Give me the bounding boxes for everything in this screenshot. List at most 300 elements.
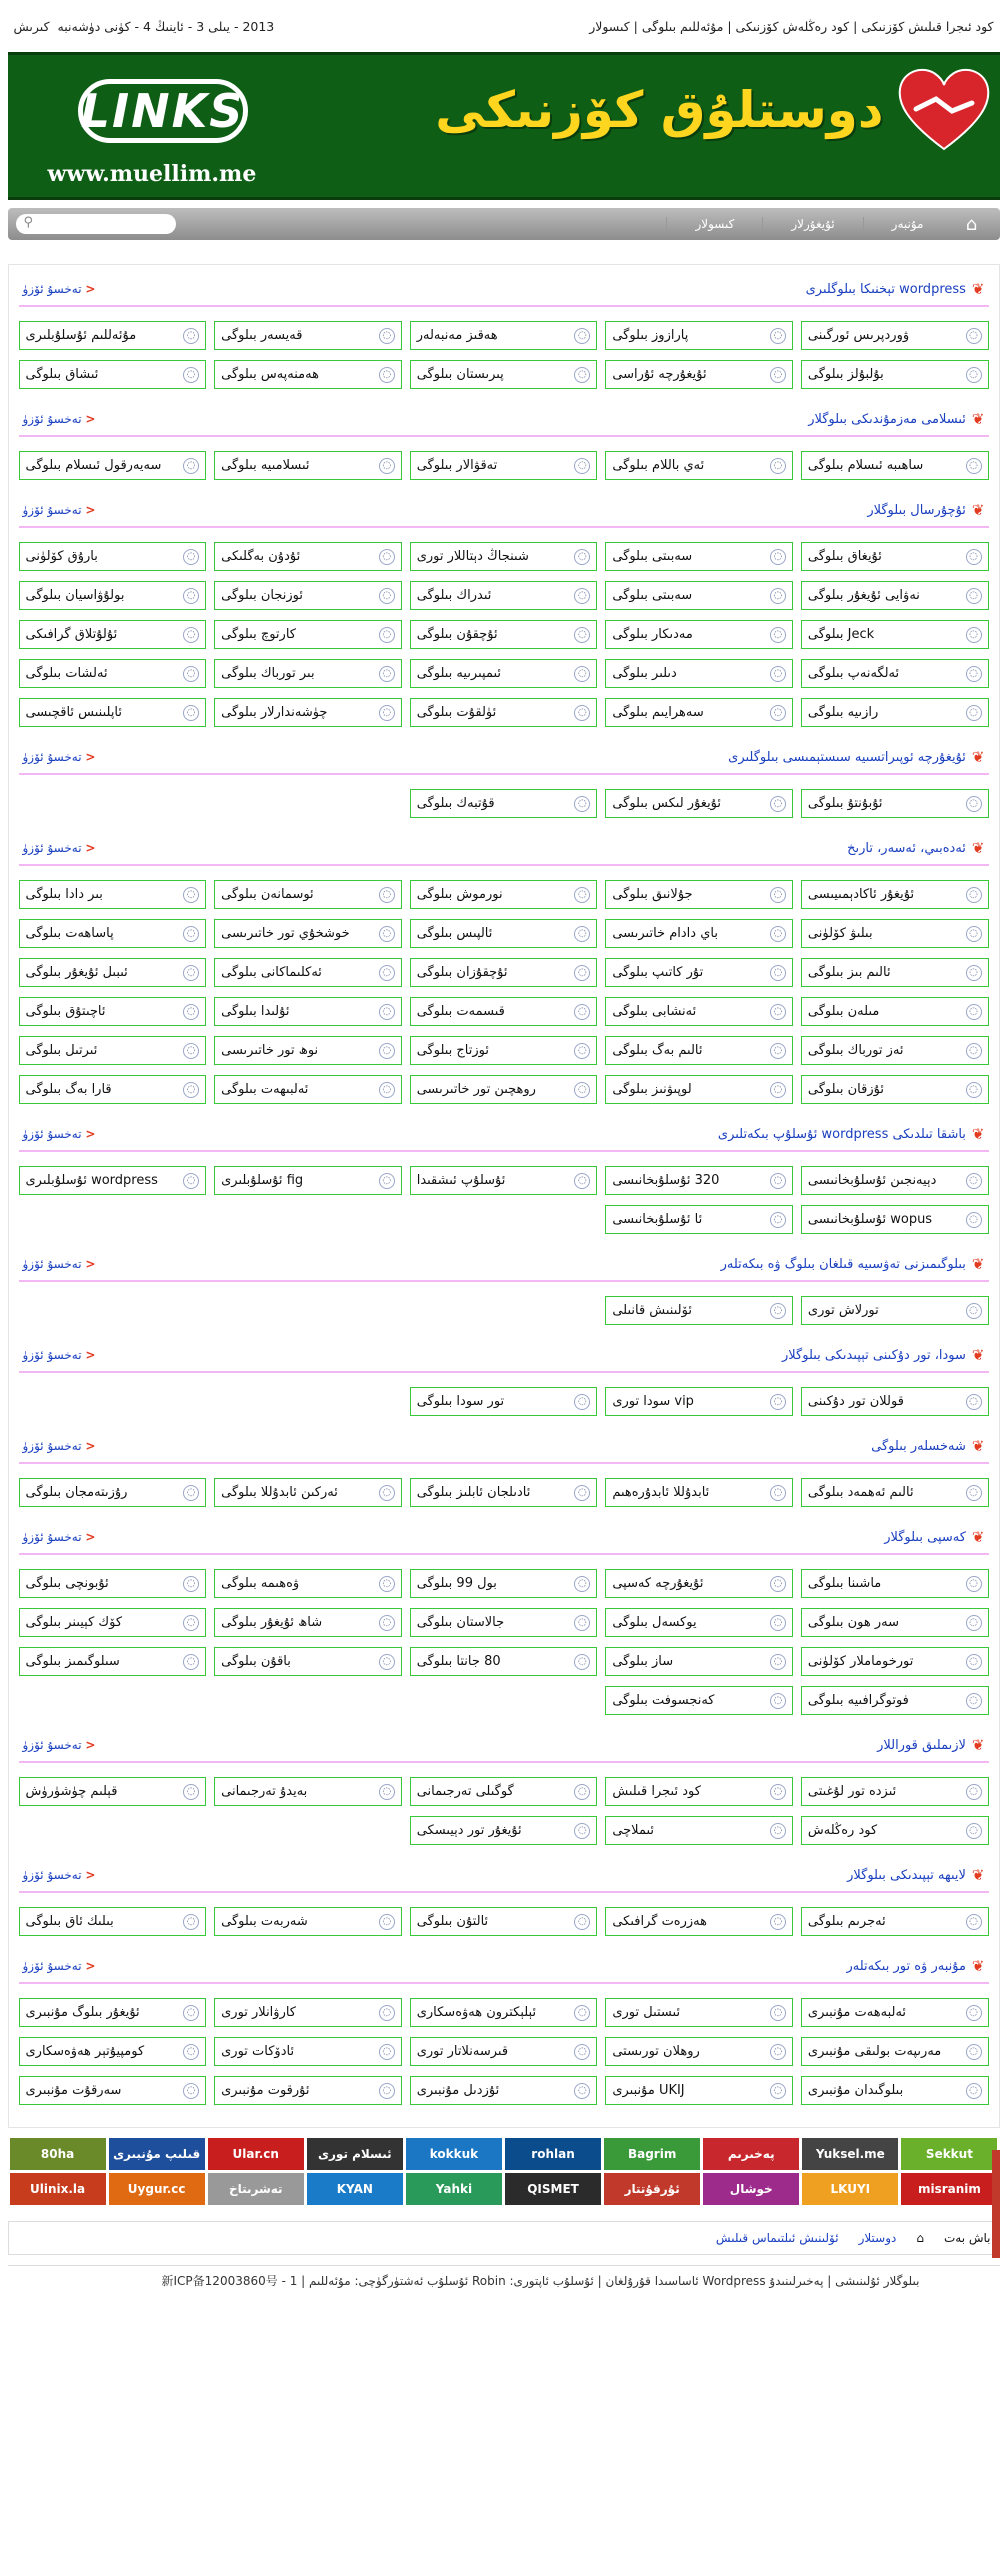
section-title-text: سودا، تور دۇكىنى تېپىدىكى بىلوگلار	[782, 1347, 966, 1363]
link-item[interactable]	[19, 2037, 207, 2066]
leaf-icon: ❦	[971, 839, 985, 857]
site-logo[interactable]	[435, 65, 991, 155]
link-item[interactable]	[801, 659, 989, 688]
partner-logo[interactable]: Bagrim	[604, 2138, 700, 2170]
link-item[interactable]	[605, 659, 793, 688]
link-item[interactable]	[214, 1777, 402, 1806]
link-item[interactable]	[801, 321, 989, 350]
partner-logo[interactable]: LKUYI	[802, 2173, 898, 2205]
link-item[interactable]	[801, 2037, 989, 2066]
link-item[interactable]	[801, 1075, 989, 1104]
link-label: ئۇيغۇر تور دېيىسكى	[416, 1823, 522, 1838]
more-link[interactable]: < تەخسۇ ئۆزۈ	[22, 841, 96, 855]
link-item[interactable]	[801, 1777, 989, 1806]
more-link[interactable]: < تەخسۇ ئۆزۈ	[22, 1127, 96, 1141]
link-item[interactable]	[605, 581, 793, 610]
partner-logo[interactable]: Uygur.cc	[109, 2173, 205, 2205]
link-label: يوكسەل بىلوگى	[612, 1615, 697, 1630]
link-item[interactable]	[214, 2037, 402, 2066]
link-item[interactable]	[801, 581, 989, 610]
link-label: قارا بەگ بىلوگى	[25, 1082, 112, 1097]
link-item[interactable]	[214, 880, 402, 909]
link-item[interactable]	[605, 919, 793, 948]
site-favicon-icon: ◌	[574, 1914, 590, 1930]
section-header	[19, 1339, 989, 1373]
link-item[interactable]	[410, 958, 598, 987]
link-item[interactable]	[605, 958, 793, 987]
link-label: ئالتۇن بىلوگى	[416, 1914, 489, 1929]
partner-logo[interactable]: تەشرىتاخ	[208, 2173, 304, 2205]
link-item[interactable]	[214, 1998, 402, 2027]
partner-logos	[8, 2138, 1000, 2205]
partner-logo[interactable]: rohlan	[505, 2138, 601, 2170]
site-favicon-icon: ◌	[770, 1303, 786, 1319]
login-link[interactable]: كىرىش	[13, 18, 50, 34]
link-item[interactable]	[605, 620, 793, 649]
link-label: لوپىۋنىز بىلوگى	[612, 1082, 692, 1097]
link-item[interactable]	[410, 1907, 598, 1936]
link-item[interactable]	[19, 542, 207, 571]
link-item[interactable]	[214, 1569, 402, 1598]
more-link[interactable]: < تەخسۇ ئۆزۈ	[22, 1348, 96, 1362]
partner-logo[interactable]: قىلىپ مۇنبىرى	[109, 2138, 205, 2170]
link-label: بەيدۇ تەرجىمانى	[221, 1784, 308, 1799]
link-item[interactable]	[19, 1647, 207, 1676]
link-section	[19, 832, 989, 1104]
partner-logo[interactable]: misranim	[901, 2173, 997, 2205]
more-link[interactable]: < تەخسۇ ئۆزۈ	[22, 282, 96, 296]
site-favicon-icon: ◌	[966, 1212, 982, 1228]
link-item[interactable]	[605, 1036, 793, 1065]
site-favicon-icon: ◌	[379, 666, 395, 682]
link-item[interactable]	[410, 581, 598, 610]
partner-logo[interactable]: QISMET	[505, 2173, 601, 2205]
link-item[interactable]	[214, 919, 402, 948]
site-favicon-icon: ◌	[574, 705, 590, 721]
partner-logo[interactable]: kokkuk	[406, 2138, 502, 2170]
link-item[interactable]	[801, 789, 989, 818]
link-item[interactable]	[801, 1387, 989, 1416]
site-header	[8, 52, 1000, 200]
link-section	[19, 403, 989, 480]
link-label: ماشىنا بىلوگى	[807, 1576, 882, 1591]
section-header	[19, 741, 989, 775]
link-item[interactable]	[410, 659, 598, 688]
link-item[interactable]	[410, 1166, 598, 1195]
link-item[interactable]	[19, 2076, 207, 2105]
site-favicon-icon: ◌	[574, 367, 590, 383]
link-item[interactable]	[410, 698, 598, 727]
breadcrumb-apply[interactable]: ئۆلىنىش ئىلتىماس قىلىش	[715, 2231, 839, 2245]
link-item[interactable]	[19, 451, 207, 480]
site-favicon-icon: ◌	[574, 627, 590, 643]
link-label: سەبىتى بىلوگى	[612, 549, 693, 564]
link-label: نورموش بىلوگى	[416, 887, 503, 902]
link-item[interactable]	[19, 659, 207, 688]
link-item[interactable]	[801, 1205, 989, 1234]
site-favicon-icon: ◌	[379, 1173, 395, 1189]
link-label: ئۇيغۇرچە كەسپى	[612, 1576, 704, 1591]
link-label: ئۇيغۇر ئاكادېمىيىسى	[807, 887, 915, 902]
link-item[interactable]	[214, 542, 402, 571]
share-side-tab[interactable]	[992, 2150, 1000, 2258]
more-link[interactable]: < تەخسۇ ئۆزۈ	[22, 1257, 96, 1271]
site-favicon-icon: ◌	[770, 328, 786, 344]
site-favicon-icon: ◌	[574, 1173, 590, 1189]
breadcrumb-home[interactable]: باش بەت	[943, 2231, 991, 2245]
site-favicon-icon: ◌	[574, 926, 590, 942]
link-item[interactable]	[605, 789, 793, 818]
link-item[interactable]	[214, 1166, 402, 1195]
link-label: مىلەن بىلوگى	[807, 1004, 880, 1019]
site-name: دوستلۇق كۆزنىكى	[435, 81, 884, 139]
link-item[interactable]	[19, 698, 207, 727]
link-item[interactable]	[214, 1478, 402, 1507]
link-label: ئەلبىھەت بىلوگى	[221, 1082, 309, 1097]
link-item[interactable]	[410, 1777, 598, 1806]
link-item[interactable]	[19, 360, 207, 389]
site-favicon-icon: ◌	[183, 549, 199, 565]
link-label: ئالىم ئەھمەد بىلوگى	[807, 1485, 914, 1500]
home-icon[interactable]: ⌂	[916, 2231, 924, 2245]
link-label: مەدىكار بىلوگى	[612, 627, 693, 642]
link-section	[19, 1950, 989, 2105]
link-item[interactable]	[801, 919, 989, 948]
nav-item-kisolar[interactable]: كىسولار	[666, 217, 762, 231]
site-favicon-icon: ◌	[379, 328, 395, 344]
section-title-text: ئۇچۇرسال بىلوگلار	[867, 502, 966, 518]
link-label: ئەز تورباك بىلوگى	[807, 1043, 904, 1058]
site-favicon-icon: ◌	[574, 1576, 590, 1592]
section-title-text: بىلوگىمىزنى تەۋسىيە قىلغان بىلوگ ۋە بىكەتلەر	[720, 1256, 966, 1272]
link-item[interactable]	[214, 620, 402, 649]
link-label: ئوزتاج بىلوگى	[416, 1043, 490, 1058]
site-favicon-icon: ◌	[770, 926, 786, 942]
link-label: ئىزدە تور لۇغىتى	[807, 1784, 897, 1799]
link-item[interactable]	[214, 698, 402, 727]
site-favicon-icon: ◌	[574, 2083, 590, 2099]
link-item[interactable]	[801, 1647, 989, 1676]
link-label: ئەي باللام بىلوگى	[612, 458, 705, 473]
link-label: ئەلشات بىلوگى	[25, 666, 108, 681]
partner-logo[interactable]: پەخىرىم	[703, 2138, 799, 2170]
link-item[interactable]	[605, 1647, 793, 1676]
site-favicon-icon: ◌	[574, 887, 590, 903]
section-header	[19, 273, 989, 307]
site-favicon-icon: ◌	[574, 1784, 590, 1800]
leaf-icon: ❦	[971, 280, 985, 298]
section-title-text: شەخسلەر بىلوگى	[871, 1438, 966, 1454]
link-label: ھەزرەت گرافىكى	[612, 1914, 708, 1929]
site-favicon-icon: ◌	[574, 1654, 590, 1670]
link-item[interactable]	[801, 1166, 989, 1195]
link-item[interactable]	[605, 1569, 793, 1598]
partner-logo[interactable]: ئۇرقۇتتار	[604, 2173, 700, 2205]
link-item[interactable]	[801, 1569, 989, 1598]
link-label: ئۇلۇتلاق گرافىكى	[25, 627, 118, 642]
link-item[interactable]	[801, 958, 989, 987]
link-item[interactable]	[605, 1816, 793, 1845]
link-label: ئەركىن ئابدۇللا بىلوگى	[221, 1485, 338, 1500]
link-item[interactable]	[410, 1075, 598, 1104]
nav-item-uyghurs[interactable]: ئۇيغۇرلار	[762, 217, 862, 231]
partner-logo[interactable]: ئىسلام تورى	[307, 2138, 403, 2170]
link-item[interactable]	[214, 1647, 402, 1676]
link-item[interactable]	[214, 1036, 402, 1065]
link-item[interactable]	[801, 2076, 989, 2105]
link-item[interactable]	[801, 1998, 989, 2027]
top-links[interactable]: كود ئىجرا قىلىش كۆزنىكى | كود رەڭلەش كۆزنىكى | مۇئەللىم بىلوگى | كىسولار	[589, 18, 994, 34]
link-item[interactable]	[605, 1777, 793, 1806]
link-item[interactable]	[214, 1608, 402, 1637]
link-item[interactable]	[605, 698, 793, 727]
site-favicon-icon: ◌	[770, 1914, 786, 1930]
link-item[interactable]	[19, 1907, 207, 1936]
link-item[interactable]	[19, 321, 207, 350]
link-item[interactable]	[410, 1647, 598, 1676]
link-label: قەيسەر بىلوگى	[221, 328, 303, 343]
link-item[interactable]	[605, 2037, 793, 2066]
link-item[interactable]	[410, 880, 598, 909]
more-link[interactable]: < تەخسۇ ئۆزۈ	[22, 503, 96, 517]
link-item[interactable]	[801, 1608, 989, 1637]
link-item[interactable]	[410, 1036, 598, 1065]
link-item[interactable]	[801, 1036, 989, 1065]
link-item[interactable]	[605, 542, 793, 571]
link-label: كود رەڭلەش	[807, 1823, 878, 1838]
site-favicon-icon: ◌	[379, 1485, 395, 1501]
link-item[interactable]	[605, 880, 793, 909]
site-favicon-icon: ◌	[966, 1173, 982, 1189]
site-favicon-icon: ◌	[574, 1394, 590, 1410]
link-item[interactable]	[801, 360, 989, 389]
link-item[interactable]	[19, 1998, 207, 2027]
leaf-icon: ❦	[971, 1255, 985, 1273]
link-item[interactable]	[410, 2076, 598, 2105]
site-favicon-icon: ◌	[966, 796, 982, 812]
partner-logo[interactable]: KYAN	[307, 2173, 403, 2205]
link-item[interactable]	[801, 542, 989, 571]
link-item[interactable]	[19, 581, 207, 610]
link-item[interactable]	[801, 1686, 989, 1715]
link-item[interactable]	[19, 958, 207, 987]
link-item[interactable]	[214, 581, 402, 610]
link-item[interactable]	[214, 997, 402, 1026]
site-favicon-icon: ◌	[966, 926, 982, 942]
link-item[interactable]	[605, 2076, 793, 2105]
more-link[interactable]: < تەخسۇ ئۆزۈ	[22, 1868, 96, 1882]
link-label: سەبىتى بىلوگى	[612, 588, 693, 603]
partner-logo[interactable]: Ular.cn	[208, 2138, 304, 2170]
site-favicon-icon: ◌	[966, 1784, 982, 1800]
link-item[interactable]	[410, 789, 598, 818]
site-favicon-icon: ◌	[183, 1082, 199, 1098]
more-link[interactable]: < تەخسۇ ئۆزۈ	[22, 1439, 96, 1453]
more-link[interactable]: < تەخسۇ ئۆزۈ	[22, 1738, 96, 1752]
link-item[interactable]	[410, 321, 598, 350]
link-item[interactable]	[801, 698, 989, 727]
link-item[interactable]	[19, 1166, 207, 1195]
link-item[interactable]	[605, 1478, 793, 1507]
link-item[interactable]	[19, 1777, 207, 1806]
search-input[interactable]	[16, 214, 176, 234]
link-item[interactable]	[801, 997, 989, 1026]
link-item[interactable]	[801, 1296, 989, 1325]
more-link[interactable]: < تەخسۇ ئۆزۈ	[22, 1959, 96, 1973]
link-item[interactable]	[214, 360, 402, 389]
link-item[interactable]	[605, 321, 793, 350]
link-item[interactable]	[19, 1075, 207, 1104]
link-label: رۇزىتەمجان بىلوگى	[25, 1485, 128, 1500]
section-header	[19, 1950, 989, 1984]
link-item[interactable]	[410, 1478, 598, 1507]
link-item[interactable]	[605, 360, 793, 389]
link-label: شاھ ئۇيغۇر بىلوگى	[221, 1615, 323, 1630]
partner-logo[interactable]: Sekkut	[901, 2138, 997, 2170]
site-favicon-icon: ◌	[574, 796, 590, 812]
site-favicon-icon: ◌	[379, 2044, 395, 2060]
link-item[interactable]	[605, 1608, 793, 1637]
link-item[interactable]	[410, 2037, 598, 2066]
site-favicon-icon: ◌	[574, 2044, 590, 2060]
link-label: باي دادام خاتىرىسى	[612, 926, 718, 941]
link-item[interactable]	[214, 1907, 402, 1936]
more-link[interactable]: < تەخسۇ ئۆزۈ	[22, 412, 96, 426]
section-header	[19, 1430, 989, 1464]
site-favicon-icon: ◌	[183, 1576, 199, 1592]
partner-logo[interactable]: Ulinix.la	[10, 2173, 106, 2205]
link-label: 80 جانتا بىلوگى	[416, 1654, 501, 1669]
link-label: چۈشەندارلار بىلوگى	[221, 705, 328, 720]
link-label: سەيەرقول ئىسلام بىلوگى	[25, 458, 162, 473]
partner-logo[interactable]: خوشال	[703, 2173, 799, 2205]
link-label: شەربەت بىلوگى	[221, 1914, 308, 1929]
link-item[interactable]	[605, 1686, 793, 1715]
link-item[interactable]	[410, 1816, 598, 1845]
link-item[interactable]	[605, 1296, 793, 1325]
link-section	[19, 741, 989, 818]
section-title	[871, 1437, 984, 1455]
site-favicon-icon: ◌	[966, 2005, 982, 2021]
link-item[interactable]	[19, 1036, 207, 1065]
link-label: vip سودا تورى	[612, 1394, 694, 1409]
link-item[interactable]	[19, 997, 207, 1026]
link-item[interactable]	[410, 1998, 598, 2027]
site-favicon-icon: ◌	[379, 1576, 395, 1592]
link-item[interactable]	[801, 451, 989, 480]
site-favicon-icon: ◌	[574, 666, 590, 682]
link-item[interactable]	[19, 919, 207, 948]
site-favicon-icon: ◌	[379, 1914, 395, 1930]
link-label: fig ئۇسلۇبلىرى	[221, 1173, 304, 1188]
link-item[interactable]	[410, 1569, 598, 1598]
section-title	[847, 1866, 984, 1884]
section-title	[877, 1736, 984, 1754]
site-favicon-icon: ◌	[770, 1043, 786, 1059]
link-item[interactable]	[410, 919, 598, 948]
link-label: ئوسمانەن بىلوگى	[221, 887, 314, 902]
site-favicon-icon: ◌	[770, 458, 786, 474]
link-item[interactable]	[214, 321, 402, 350]
more-link[interactable]: < تەخسۇ ئۆزۈ	[22, 750, 96, 764]
partner-logo[interactable]: Yahki	[406, 2173, 502, 2205]
link-item[interactable]	[605, 1998, 793, 2027]
link-item[interactable]	[801, 1907, 989, 1936]
link-item[interactable]	[410, 1608, 598, 1637]
site-favicon-icon: ◌	[183, 1615, 199, 1631]
link-item[interactable]	[410, 997, 598, 1026]
site-favicon-icon: ◌	[574, 965, 590, 981]
link-label: ئالپىس بىلوگى	[416, 926, 493, 941]
leaf-icon: ❦	[971, 501, 985, 519]
link-item[interactable]	[410, 542, 598, 571]
link-grid	[19, 775, 989, 818]
link-item[interactable]	[801, 880, 989, 909]
search-icon: ⚲	[23, 215, 34, 230]
link-item[interactable]	[410, 620, 598, 649]
leaf-icon: ❦	[971, 1957, 985, 1975]
site-favicon-icon: ◌	[574, 458, 590, 474]
site-favicon-icon: ◌	[770, 796, 786, 812]
link-item[interactable]	[605, 1387, 793, 1416]
link-item[interactable]	[801, 1478, 989, 1507]
link-label: ئادىلجان ئابلىز بىلوگى	[416, 1485, 531, 1500]
site-favicon-icon: ◌	[183, 458, 199, 474]
site-favicon-icon: ◌	[183, 1173, 199, 1189]
link-label: ئۇزدىل مۇنبىرى	[416, 2083, 500, 2098]
link-item[interactable]	[19, 880, 207, 909]
link-item[interactable]	[410, 360, 598, 389]
partner-logo[interactable]: Yuksel.me	[802, 2138, 898, 2170]
breadcrumb-friends[interactable]: دوستلار	[858, 2231, 897, 2245]
link-label: پاساھەت بىلوگى	[25, 926, 114, 941]
link-item[interactable]	[19, 620, 207, 649]
link-item[interactable]	[605, 1907, 793, 1936]
link-label: روھچىن تور خاتىرىسى	[416, 1082, 536, 1097]
link-item[interactable]	[410, 451, 598, 480]
link-item[interactable]	[19, 1608, 207, 1637]
link-item[interactable]	[605, 1075, 793, 1104]
link-item[interactable]	[801, 620, 989, 649]
link-item[interactable]	[19, 1478, 207, 1507]
link-item[interactable]	[214, 958, 402, 987]
link-item[interactable]	[410, 1387, 598, 1416]
link-label: قۇتبەك بىلوگى	[416, 796, 495, 811]
home-icon[interactable]: ⌂	[965, 213, 978, 235]
link-item[interactable]	[801, 1816, 989, 1845]
link-item[interactable]	[214, 1075, 402, 1104]
link-grid	[19, 1984, 989, 2105]
link-item[interactable]	[605, 1205, 793, 1234]
section-header	[19, 1729, 989, 1763]
link-item[interactable]	[19, 1569, 207, 1598]
link-item[interactable]	[214, 451, 402, 480]
section-title	[782, 1346, 985, 1364]
more-link[interactable]: < تەخسۇ ئۆزۈ	[22, 1530, 96, 1544]
site-favicon-icon: ◌	[966, 1082, 982, 1098]
link-item[interactable]	[605, 997, 793, 1026]
site-favicon-icon: ◌	[379, 705, 395, 721]
link-item[interactable]	[214, 659, 402, 688]
site-favicon-icon: ◌	[770, 1004, 786, 1020]
link-item[interactable]	[605, 451, 793, 480]
nav-item-forum[interactable]: مۇنبەر	[863, 217, 952, 231]
link-item[interactable]	[214, 2076, 402, 2105]
leaf-icon: ❦	[971, 1125, 985, 1143]
link-label: ئەنشابى بىلوگى	[612, 1004, 697, 1019]
link-item[interactable]	[605, 1166, 793, 1195]
partner-logo[interactable]: 80ha	[10, 2138, 106, 2170]
